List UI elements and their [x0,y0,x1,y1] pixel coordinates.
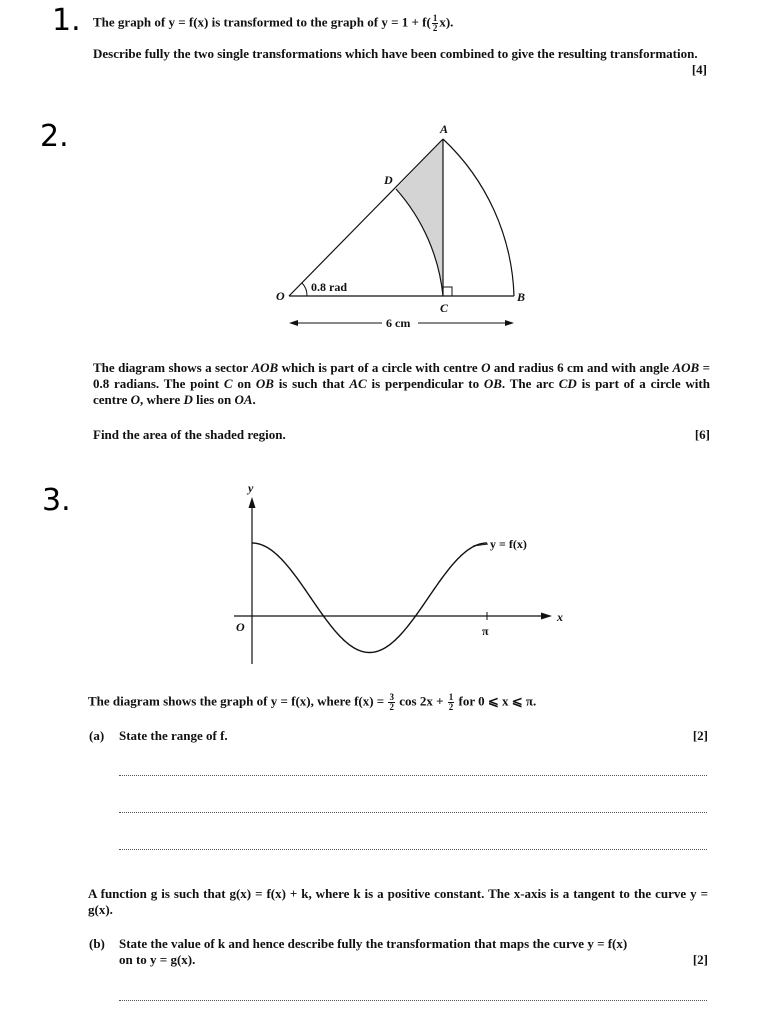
q2-desc-text: on [232,376,256,391]
q2-term-OB: OB [255,376,274,391]
fraction-three-halves [388,693,395,712]
q3-intro-text: cos 2x + [395,693,447,709]
q2-term-AC: AC [349,376,367,391]
fraction-numerator: 3 [389,692,394,702]
q2-term-OA: OA [234,392,253,407]
q3-part-b-text: State the value of k and hence describe fully the transformation that maps the curve y = f(x) on to y = g(x). [119,936,628,967]
q1-marks: [4] [691,62,707,77]
answer-line[interactable] [119,812,707,813]
q2-desc-text: lies on [192,392,235,407]
answer-line[interactable] [119,775,707,776]
q3-part-a-marks: [2] [692,728,708,743]
fraction-denominator: 2 [389,702,394,712]
q2-desc-text: is such that [273,376,350,391]
q3-part-a-label: (a) [89,728,105,743]
curve-label: y = f(x) [490,537,527,551]
q2-term-CD: CD [558,376,577,391]
q2-term-AOB: AOB [251,360,279,375]
fraction-denominator: 2 [432,23,438,33]
q2-question: Find the area of the shaded region. [93,427,286,442]
fraction-numerator: 1 [448,692,454,702]
length-label: 6 cm [386,316,411,330]
q2-desc-text: The diagram shows a sector [93,360,252,375]
answer-line[interactable] [119,1000,707,1001]
q2-desc-text: = 0.8 radians. The point [93,360,711,391]
q1-statement-b: x). [439,14,454,30]
x-axis-arrow [541,613,552,620]
q2-desc-text: . The arc [501,376,559,391]
axis-label-y: y [248,481,254,495]
q1-instruction: Describe fully the two single transformations which have been combined to give the resulting transformation. [93,46,698,61]
fraction-numerator: 1 [432,13,438,23]
angle-label: 0.8 rad [311,280,347,294]
fraction-denominator: 2 [448,702,454,712]
q3-intro-text: The diagram shows the graph of y = f(x), where f(x) = [88,693,388,709]
x-tick-label-pi: π [482,624,489,638]
label-B: B [517,290,526,304]
q2-desc-text: . [252,392,256,407]
q2-term-O: O [130,392,141,407]
q2-desc-text: is perpendicular to [366,376,484,391]
q1-statement-a: The graph of y = f(x) is transformed to the graph of y = 1 + f( [93,14,431,30]
q2-term-C: C [223,376,233,391]
q3-g-definition: A function g is such that g(x) = f(x) + k, where k is a positive constant. The x-axis is a tangent to the curve y = g(x). [88,886,708,917]
label-O: O [276,289,285,303]
q2-term-AOB: AOB [672,360,700,375]
axis-label-x: x [557,610,563,624]
curve-f [252,543,487,653]
question-number-3: 3. [42,483,71,518]
question-number-2: 2. [40,119,69,154]
q3-intro-text: for 0 ⩽ x ⩽ π. [455,693,537,709]
answer-line[interactable] [119,849,707,850]
question-number-1: 1. [52,3,81,38]
q2-term-D: D [183,392,193,407]
q2-marks: [6] [694,427,710,442]
q3-part-a-text: State the range of f. [119,728,228,743]
y-axis-arrow [249,497,256,508]
q2-desc-text: is part of a circle with centre [93,376,710,407]
origin-label: O [236,620,245,634]
q2-desc-text: which is part of a circle with centre [278,360,482,375]
fraction-one-half [448,693,455,712]
label-D: D [384,173,393,187]
q2-term-OB: OB [483,376,502,391]
q3-part-b-marks: [2] [692,952,708,967]
q3-part-b-label: (b) [89,936,105,951]
q2-desc-text: , where [140,392,184,407]
label-C: C [440,301,449,315]
q2-desc-text: and radius 6 cm and with angle [490,360,673,375]
label-A: A [440,122,449,136]
q2-term-O: O [481,360,491,375]
q3-intro [88,693,708,712]
